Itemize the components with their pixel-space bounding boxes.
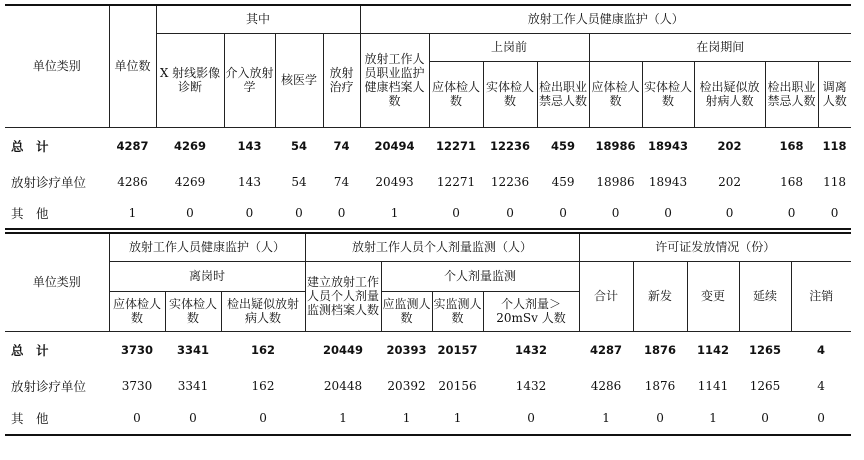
cell-license-new: 1876 (644, 378, 676, 393)
cell-on-suspected: 202 (694, 127, 765, 165)
cell-radiotherapy: 74 (323, 127, 360, 165)
cell-off-should: 3730 (121, 378, 153, 393)
cell-off-suspected: 162 (251, 378, 275, 393)
health-monitoring-table (5, 4, 851, 230)
cell-off-actual: 3341 (177, 378, 209, 393)
cell-license-change: 1 (709, 411, 717, 425)
cell-nuclear: 54 (275, 127, 323, 165)
header-off-suspected: 检出疑似放射病人数 (221, 291, 305, 331)
header-new: 新发 (633, 261, 687, 331)
cell-unit-count: 1 (128, 206, 137, 220)
header-pre-job: 上岗前 (429, 33, 589, 61)
header-nuclear: 核医学 (275, 33, 323, 127)
header-total: 合计 (579, 261, 633, 331)
cell-on-suspected: 202 (718, 174, 741, 189)
header-pre-should-exam: 应体检人数 (429, 61, 483, 127)
header-unit-type: 单位类别 (5, 233, 109, 331)
table-row-radiology (5, 369, 851, 403)
cell-dose-archive: 20449 (305, 331, 381, 369)
header-unit-type: 单位类别 (5, 5, 109, 127)
dose-license-table (5, 232, 851, 436)
header-dose-monitoring: 放射工作人员个人剂量监测（人） (305, 233, 579, 261)
cell-pre-contra: 459 (551, 174, 575, 189)
cell-radiotherapy: 74 (333, 174, 350, 189)
cell-archive: 20494 (360, 127, 429, 165)
header-archive: 放射工作人员职业监护健康档案人数 (360, 33, 429, 127)
cell-on-should: 0 (611, 206, 620, 220)
cell-license-cancel: 4 (791, 331, 851, 369)
cell-pre-contra: 0 (559, 206, 567, 220)
cell-license-total: 4286 (590, 378, 622, 393)
cell-pre-contra: 459 (537, 127, 589, 165)
cell-off-should: 0 (133, 411, 141, 425)
cell-actual-monitor: 20156 (438, 378, 477, 393)
cell-license-new: 1876 (633, 331, 687, 369)
cell-on-actual: 18943 (648, 174, 688, 189)
cell-off-suspected: 0 (259, 411, 267, 425)
header-pre-actual-exam: 实体检人数 (483, 61, 537, 127)
cell-license-renew: 0 (761, 411, 769, 425)
cell-nuclear: 54 (291, 174, 307, 189)
cell-on-transferred: 118 (823, 174, 846, 189)
cell-xray: 4269 (174, 174, 206, 189)
header-over-dose: 个人剂量＞20mSv 人数 (483, 291, 579, 331)
cell-pre-should: 12271 (436, 174, 476, 189)
header-should-monitor: 应监测人数 (381, 291, 432, 331)
cell-xray: 4269 (156, 127, 224, 165)
cell-on-transferred: 0 (830, 206, 839, 220)
row-label: 其 他 (11, 411, 49, 426)
table-row-total (5, 331, 851, 369)
header-change: 变更 (687, 261, 739, 331)
row-label: 其 他 (11, 206, 49, 221)
header-off-job: 离岗时 (109, 261, 305, 291)
cell-interventional: 0 (245, 206, 254, 220)
header-on-job: 在岗期间 (589, 33, 851, 61)
header-health-monitoring: 放射工作人员健康监护（人） (360, 5, 851, 33)
header-actual-monitor: 实监测人数 (432, 291, 483, 331)
cell-on-should: 18986 (596, 174, 635, 189)
header-renew: 延续 (739, 261, 791, 331)
cell-license-total: 4287 (579, 331, 633, 369)
header-pre-contraindication: 检出职业禁忌人数 (537, 61, 589, 127)
header-on-suspected: 检出疑似放射病人数 (694, 61, 765, 127)
header-radiotherapy: 放射治疗 (323, 33, 360, 127)
header-off-should-exam: 应体检人数 (109, 291, 165, 331)
cell-pre-actual: 12236 (490, 174, 530, 189)
cell-should-monitor: 20392 (387, 378, 426, 393)
header-unit-count: 单位数 (109, 5, 156, 127)
table-row-other (5, 199, 851, 229)
cell-license-renew: 1265 (739, 331, 791, 369)
header-on-contraindication: 检出职业禁忌人数 (765, 61, 818, 127)
header-on-should-exam: 应体检人数 (589, 61, 642, 127)
row-label: 放射诊疗单位 (11, 378, 87, 394)
cell-archive: 20493 (375, 174, 414, 189)
cell-on-contra: 168 (765, 127, 818, 165)
cell-actual-monitor: 1 (453, 411, 462, 425)
cell-on-actual: 18943 (642, 127, 694, 165)
cell-license-cancel: 0 (817, 411, 825, 425)
cell-on-transferred: 118 (818, 127, 851, 165)
header-xray: X 射线影像诊断 (156, 33, 224, 127)
header-license: 许可证发放情况（份） (579, 233, 851, 261)
header-of-which: 其中 (156, 5, 360, 33)
cell-off-actual: 0 (189, 411, 197, 425)
cell-dose-archive: 20448 (323, 378, 363, 393)
cell-should-monitor: 1 (402, 411, 411, 425)
cell-radiotherapy: 0 (337, 206, 346, 220)
table-row-radiology (5, 165, 851, 199)
row-label: 总 计 (5, 331, 109, 369)
header-health-monitoring: 放射工作人员健康监护（人） (109, 233, 305, 261)
cell-on-suspected: 0 (725, 206, 734, 220)
cell-on-contra: 168 (780, 174, 803, 189)
cell-over-dose: 1432 (483, 331, 579, 369)
cell-pre-should: 0 (452, 206, 460, 220)
cell-license-new: 0 (656, 411, 664, 425)
header-cancel: 注销 (791, 261, 851, 331)
cell-actual-monitor: 20157 (432, 331, 483, 369)
cell-xray: 0 (186, 206, 194, 220)
cell-on-should: 18986 (589, 127, 642, 165)
cell-license-total: 1 (602, 411, 610, 425)
row-label: 总 计 (5, 127, 109, 165)
cell-unit-count: 4287 (109, 127, 156, 165)
cell-license-change: 1142 (687, 331, 739, 369)
cell-archive: 1 (390, 206, 399, 220)
table-row-other (5, 403, 851, 435)
header-off-actual-exam: 实体检人数 (165, 291, 221, 331)
cell-interventional: 143 (224, 127, 275, 165)
cell-on-actual: 0 (664, 206, 672, 220)
cell-on-contra: 0 (787, 206, 796, 220)
cell-off-should: 3730 (109, 331, 165, 369)
cell-nuclear: 0 (295, 206, 303, 220)
header-on-transferred: 调离人数 (818, 61, 851, 127)
cell-unit-count: 4286 (117, 174, 148, 189)
table-row-total (5, 127, 851, 165)
cell-license-change: 1141 (697, 378, 729, 393)
cell-license-cancel: 4 (817, 378, 825, 393)
cell-should-monitor: 20393 (381, 331, 432, 369)
cell-pre-should: 12271 (429, 127, 483, 165)
cell-off-suspected: 162 (221, 331, 305, 369)
cell-pre-actual: 0 (506, 206, 514, 220)
cell-pre-actual: 12236 (483, 127, 537, 165)
header-dose-archive: 建立放射工作人员个人剂量监测档案人数 (305, 261, 381, 331)
cell-over-dose: 0 (527, 411, 535, 425)
cell-over-dose: 1432 (515, 378, 547, 393)
cell-off-actual: 3341 (165, 331, 221, 369)
header-personal-dose: 个人剂量监测 (381, 261, 579, 291)
header-on-actual-exam: 实体检人数 (642, 61, 694, 127)
cell-dose-archive: 1 (339, 411, 347, 425)
cell-license-renew: 1265 (749, 378, 781, 393)
row-label: 放射诊疗单位 (11, 174, 87, 190)
cell-interventional: 143 (238, 174, 261, 189)
header-interventional: 介入放射学 (224, 33, 275, 127)
